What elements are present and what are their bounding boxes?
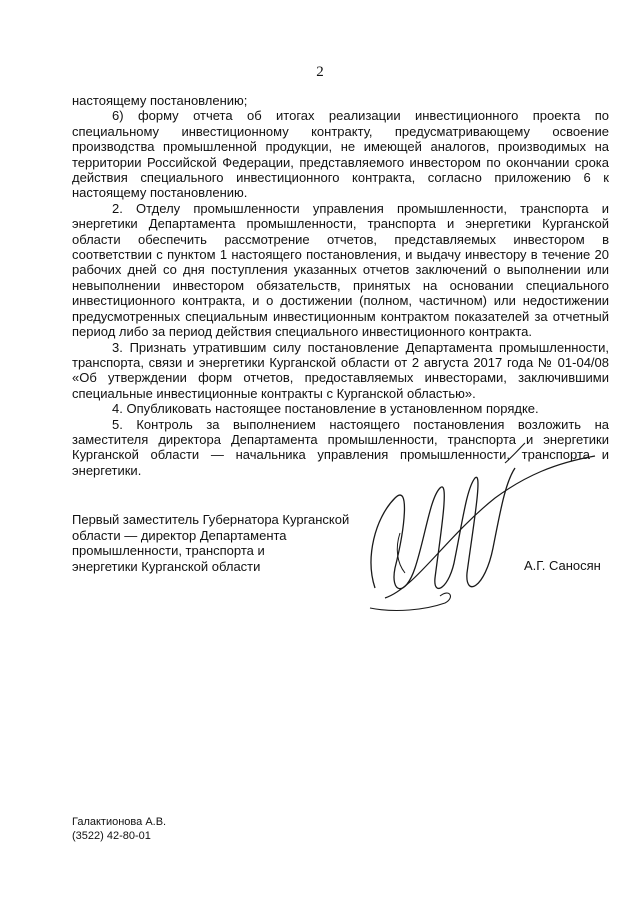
executor-name: Галактионова А.В. <box>72 816 167 828</box>
signer-name: А.Г. Саносян <box>524 558 601 573</box>
document-body <box>72 93 609 478</box>
paragraph-5: 5. Контроль за выполнением настоящего постановления возложить на заместителя директора Департамента промышленности, транспорта и энергетики Курганской области — начальника управления промышленности, транспорта и энергетики. <box>72 416 609 478</box>
signer-title-line: области — директор Департамента <box>72 527 287 543</box>
page-number: 2 <box>316 64 324 80</box>
signer-title-line: Первый заместитель Губернатора Курганской <box>72 512 350 527</box>
signer-title-line: энергетики Курганской области <box>72 558 261 574</box>
signer-title <box>72 512 392 574</box>
paragraph-4: 4. Опубликовать настоящее постановление в установленном порядке. <box>112 401 539 417</box>
footer-executor <box>72 815 166 843</box>
handwritten-signature <box>355 438 605 638</box>
executor-phone: (3522) 42-80-01 <box>72 830 151 842</box>
paragraph-continuation: настоящему постановлению; <box>72 93 248 108</box>
paragraph-2: 2. Отделу промышленности управления промышленности, транспорта и энергетики Департамента промышленности, транспорта и энергетики Курганской области обеспечить рассмотрение отчетов, представляемых инвестором в соответствии с пунктом 1 настоящего постановления, и выдачу инвестору в течение 20 рабочих дней со дня поступления указанных отчетов заключений о выполнении или невыполнении инвестором обязательств, принятых на основании специального инвестиционного контракта, и о достижении (полном, частичном) или недостижении предусмотренных специальным инвестиционным контрактом показателей за отчетный период либо за период действия специального инвестиционного контракта. <box>72 200 609 340</box>
signer-title-line: промышленности, транспорта и <box>72 543 265 558</box>
paragraph-item-6: 6) форму отчета об итогах реализации инвестиционного проекта по специальному инвестиционному контракту, предусматривающему освоение производства промышленной продукции, не имеющей аналогов, производимых на территории Российской Федерации, представляемого инвестором по окончании срока действия специального инвестиционного контракта, согласно приложению 6 к настоящему постановлению. <box>72 108 609 201</box>
paragraph-3: 3. Признать утратившим силу постановление Департамента промышленности, транспорта, связи и энергетики Курганской области от 2 августа 2017 года № 01-04/08 «Об утверждении форм отчетов, предоставляемых инвесторами, заключившими специальные инвестиционные контракты с Курганской областью». <box>72 339 609 401</box>
